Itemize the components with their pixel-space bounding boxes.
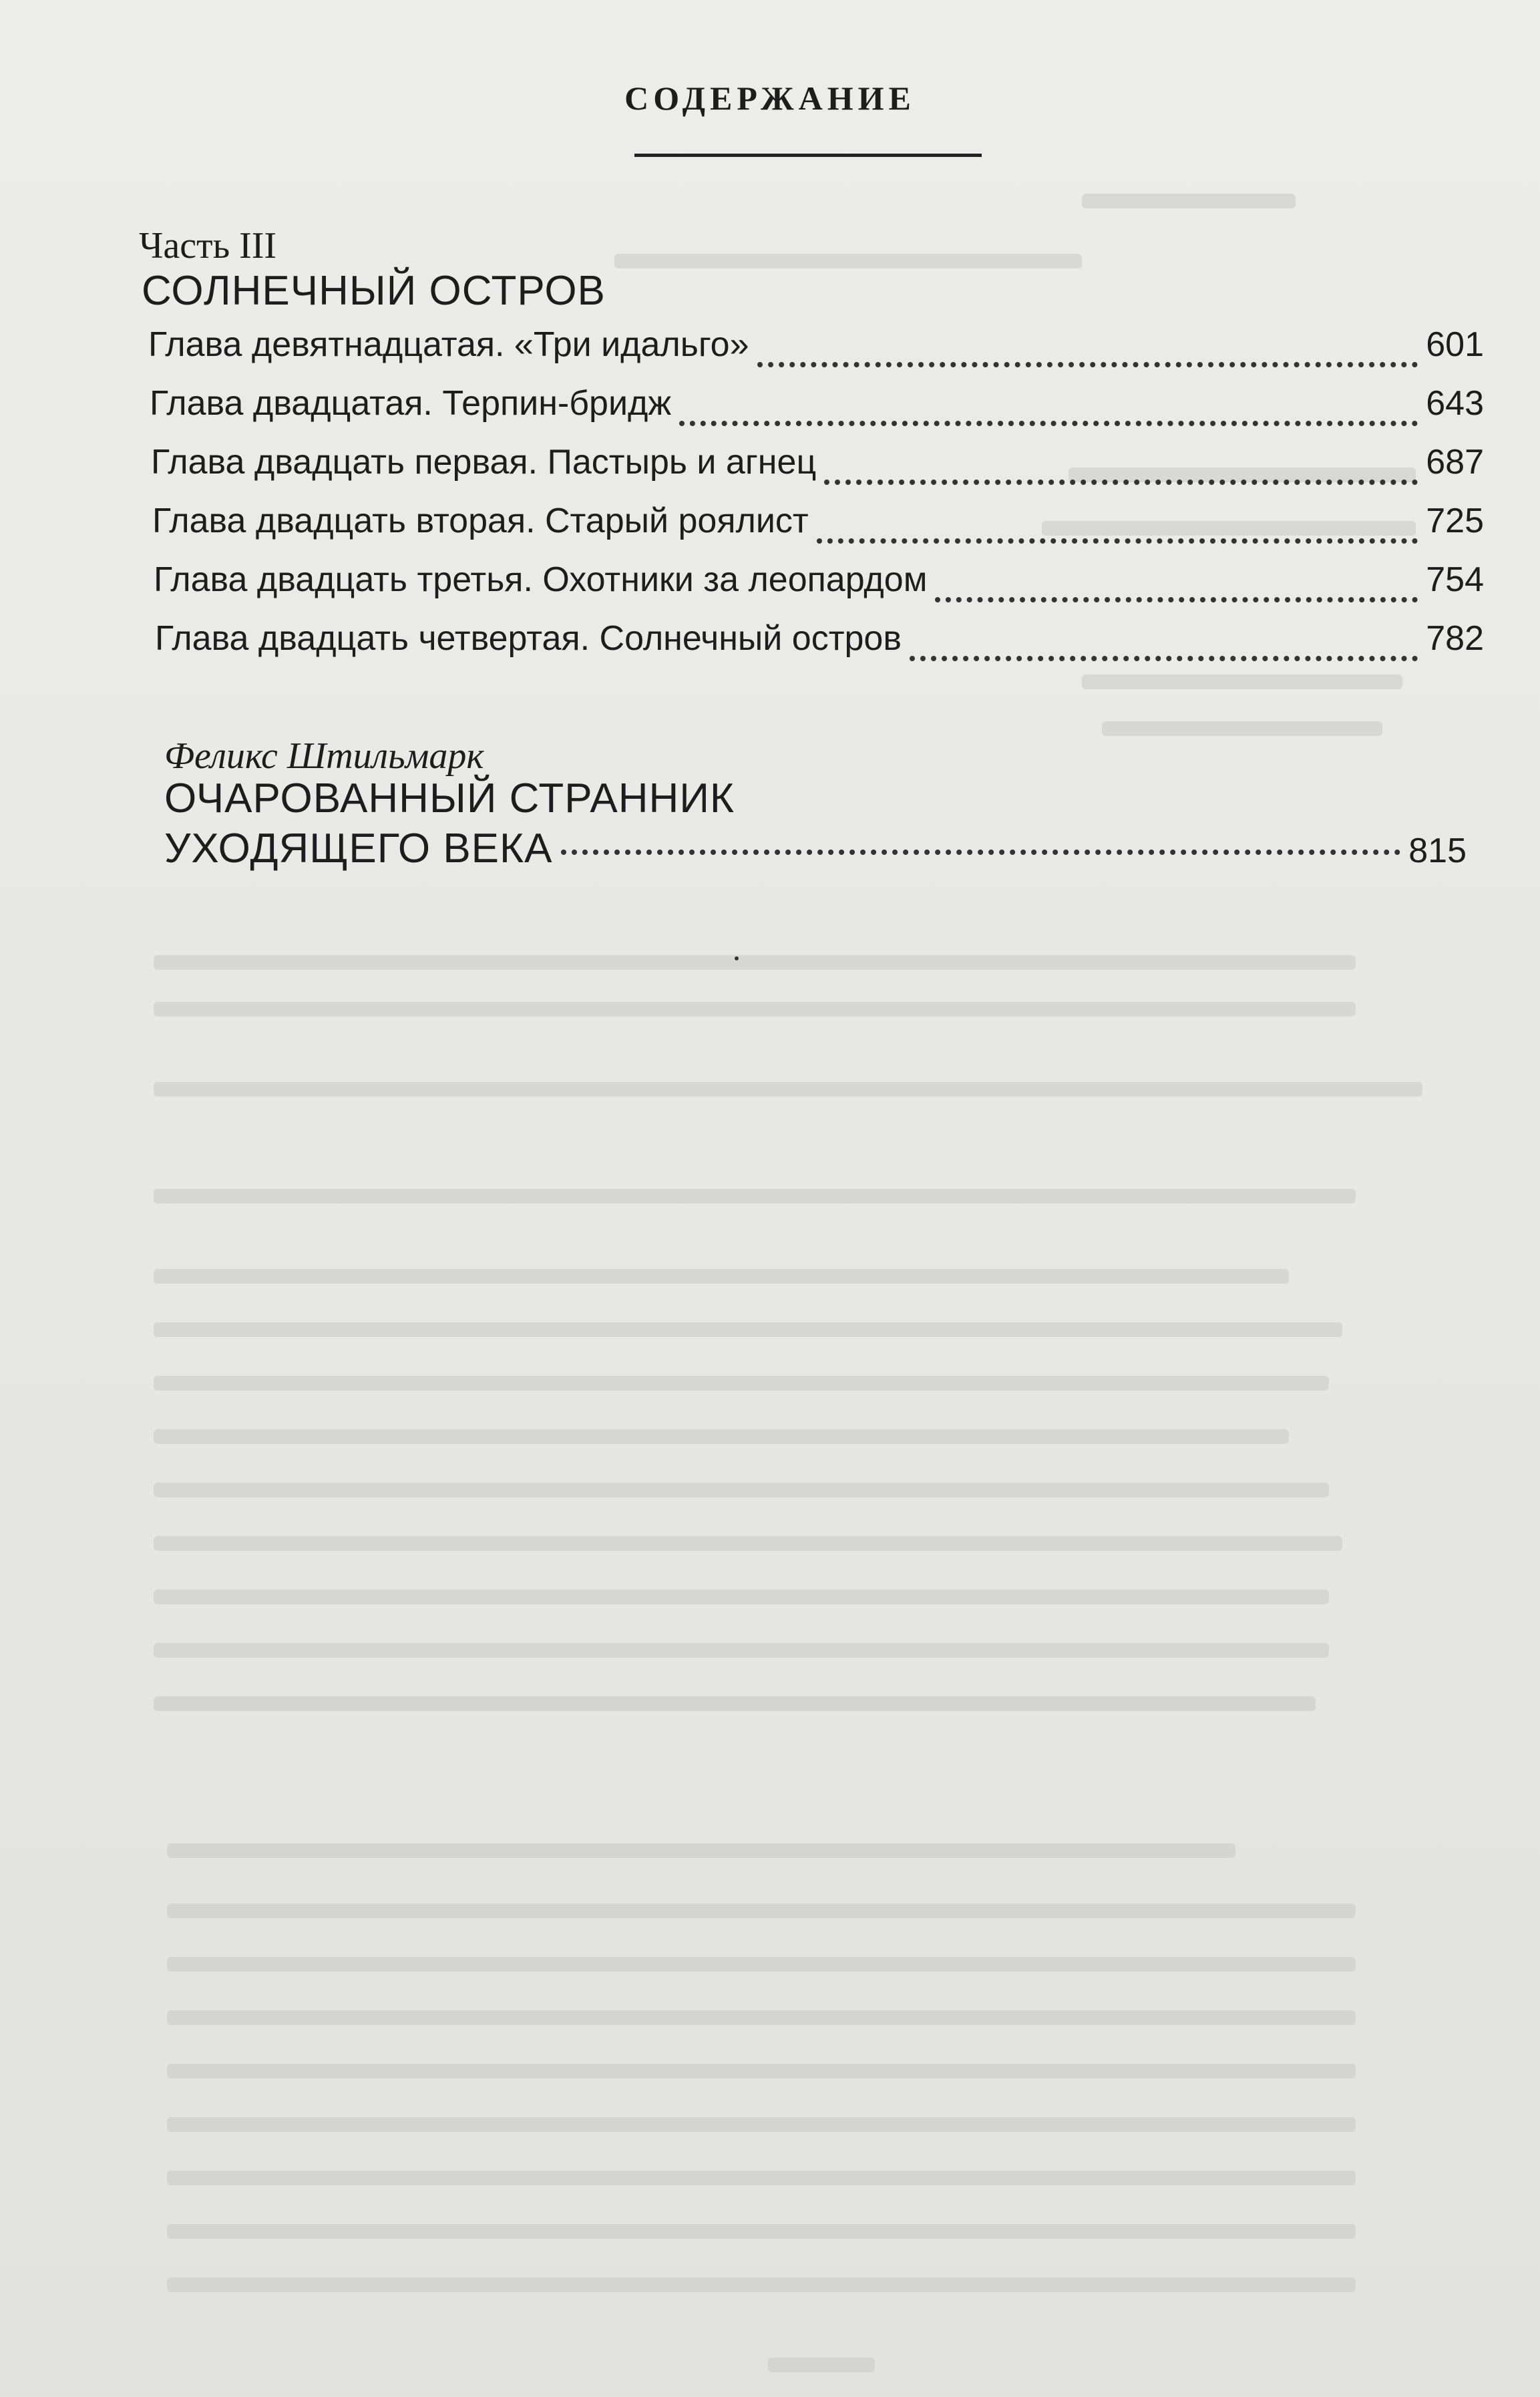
toc-entry: [152, 501, 1484, 560]
dot-leader: [561, 850, 1401, 855]
dot-leader: [757, 362, 1418, 367]
toc-entry: [150, 383, 1484, 442]
dot-leader: [935, 597, 1418, 602]
chapter-title: Глава двадцать вторая. Старый роялист: [152, 502, 809, 540]
essay-title-line-1: ОЧАРОВАННЫЙ СТРАННИК: [164, 775, 735, 821]
dot-leader: [679, 421, 1418, 426]
page-number: 601: [1426, 325, 1484, 364]
page-number: 815: [1408, 832, 1467, 870]
chapter-title: Глава двадцатая. Терпин-бридж: [150, 384, 672, 423]
dot-leader: [910, 656, 1418, 661]
chapter-title: Глава двадцать третья. Охотники за леопардом: [154, 560, 928, 599]
dot-leader: [817, 538, 1418, 544]
toc-entry: [155, 618, 1484, 677]
page-number: 687: [1426, 443, 1484, 482]
page-number: 754: [1426, 560, 1484, 599]
essay-author: Феликс Штильмарк: [164, 735, 484, 777]
part-label: Часть III: [139, 225, 277, 266]
chapter-title: Глава двадцать первая. Пастырь и агнец: [151, 443, 817, 482]
essay-title-line-2: УХОДЯЩЕГО ВЕКА: [164, 825, 553, 872]
toc-entry: [148, 325, 1484, 383]
page-heading: СОДЕРЖАНИЕ: [624, 79, 916, 117]
heading-rule: [634, 154, 982, 157]
part-title: СОЛНЕЧНЫЙ ОСТРОВ: [142, 268, 606, 314]
dot-leader: [824, 480, 1418, 485]
chapter-title: Глава девятнадцатая. «Три идальго»: [148, 325, 749, 364]
page-number: 782: [1426, 619, 1484, 658]
toc-entry: [151, 442, 1484, 501]
chapter-title: Глава двадцать четвертая. Солнечный остров: [155, 619, 902, 658]
essay-entry: [164, 825, 1467, 872]
table-of-contents: [148, 325, 1484, 677]
ink-speck: [735, 956, 739, 960]
page-number: 725: [1426, 502, 1484, 540]
toc-entry: [154, 560, 1484, 618]
page-number: 643: [1426, 384, 1484, 423]
